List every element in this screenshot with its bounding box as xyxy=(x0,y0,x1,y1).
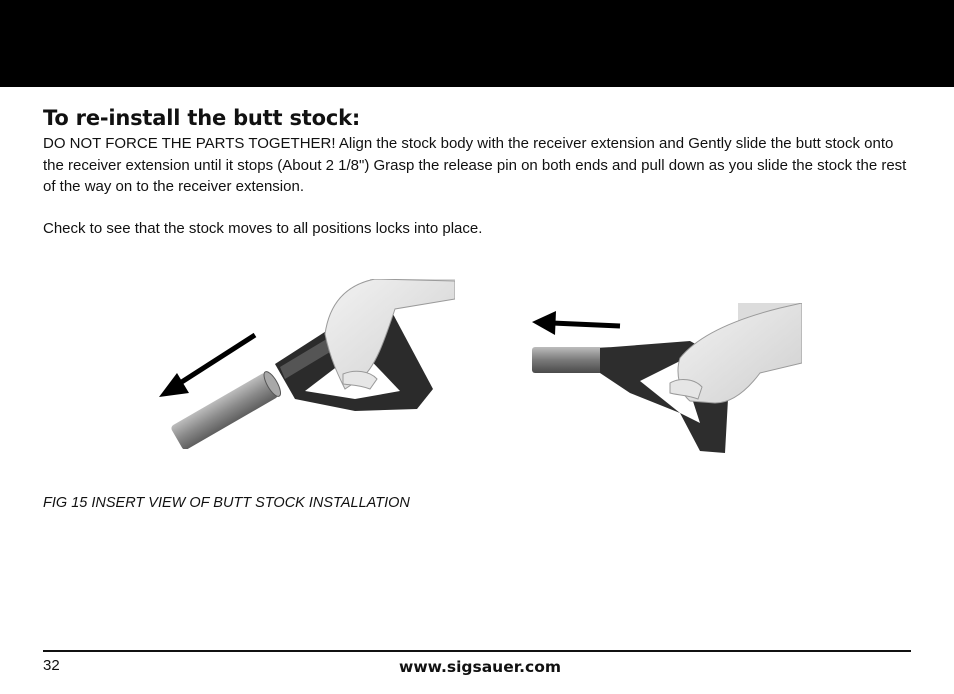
section-heading: To re-install the butt stock: xyxy=(43,106,361,130)
footer-website-link[interactable]: www.sigsauer.com xyxy=(399,658,562,676)
figure-caption: FIG 15 INSERT VIEW OF BUTT STOCK INSTALLATION xyxy=(43,495,410,511)
instruction-paragraph: DO NOT FORCE THE PARTS TOGETHER! Align the stock body with the receiver extension and Gently slide the butt stock onto the receiver extension until it stops (About 2 1/8") Grasp the release pin on both ends and pull down as you slide the stock the rest of the way on to the receiver extension. xyxy=(43,135,907,195)
header-bar xyxy=(0,0,954,87)
arrow-left-icon xyxy=(532,311,620,335)
page-number: 32 xyxy=(43,657,60,674)
check-paragraph: Check to see that the stock moves to all positions locks into place. xyxy=(43,220,483,237)
footer-divider xyxy=(43,650,911,652)
figure-left-illustration xyxy=(155,279,455,449)
figure-right-illustration xyxy=(530,303,802,455)
